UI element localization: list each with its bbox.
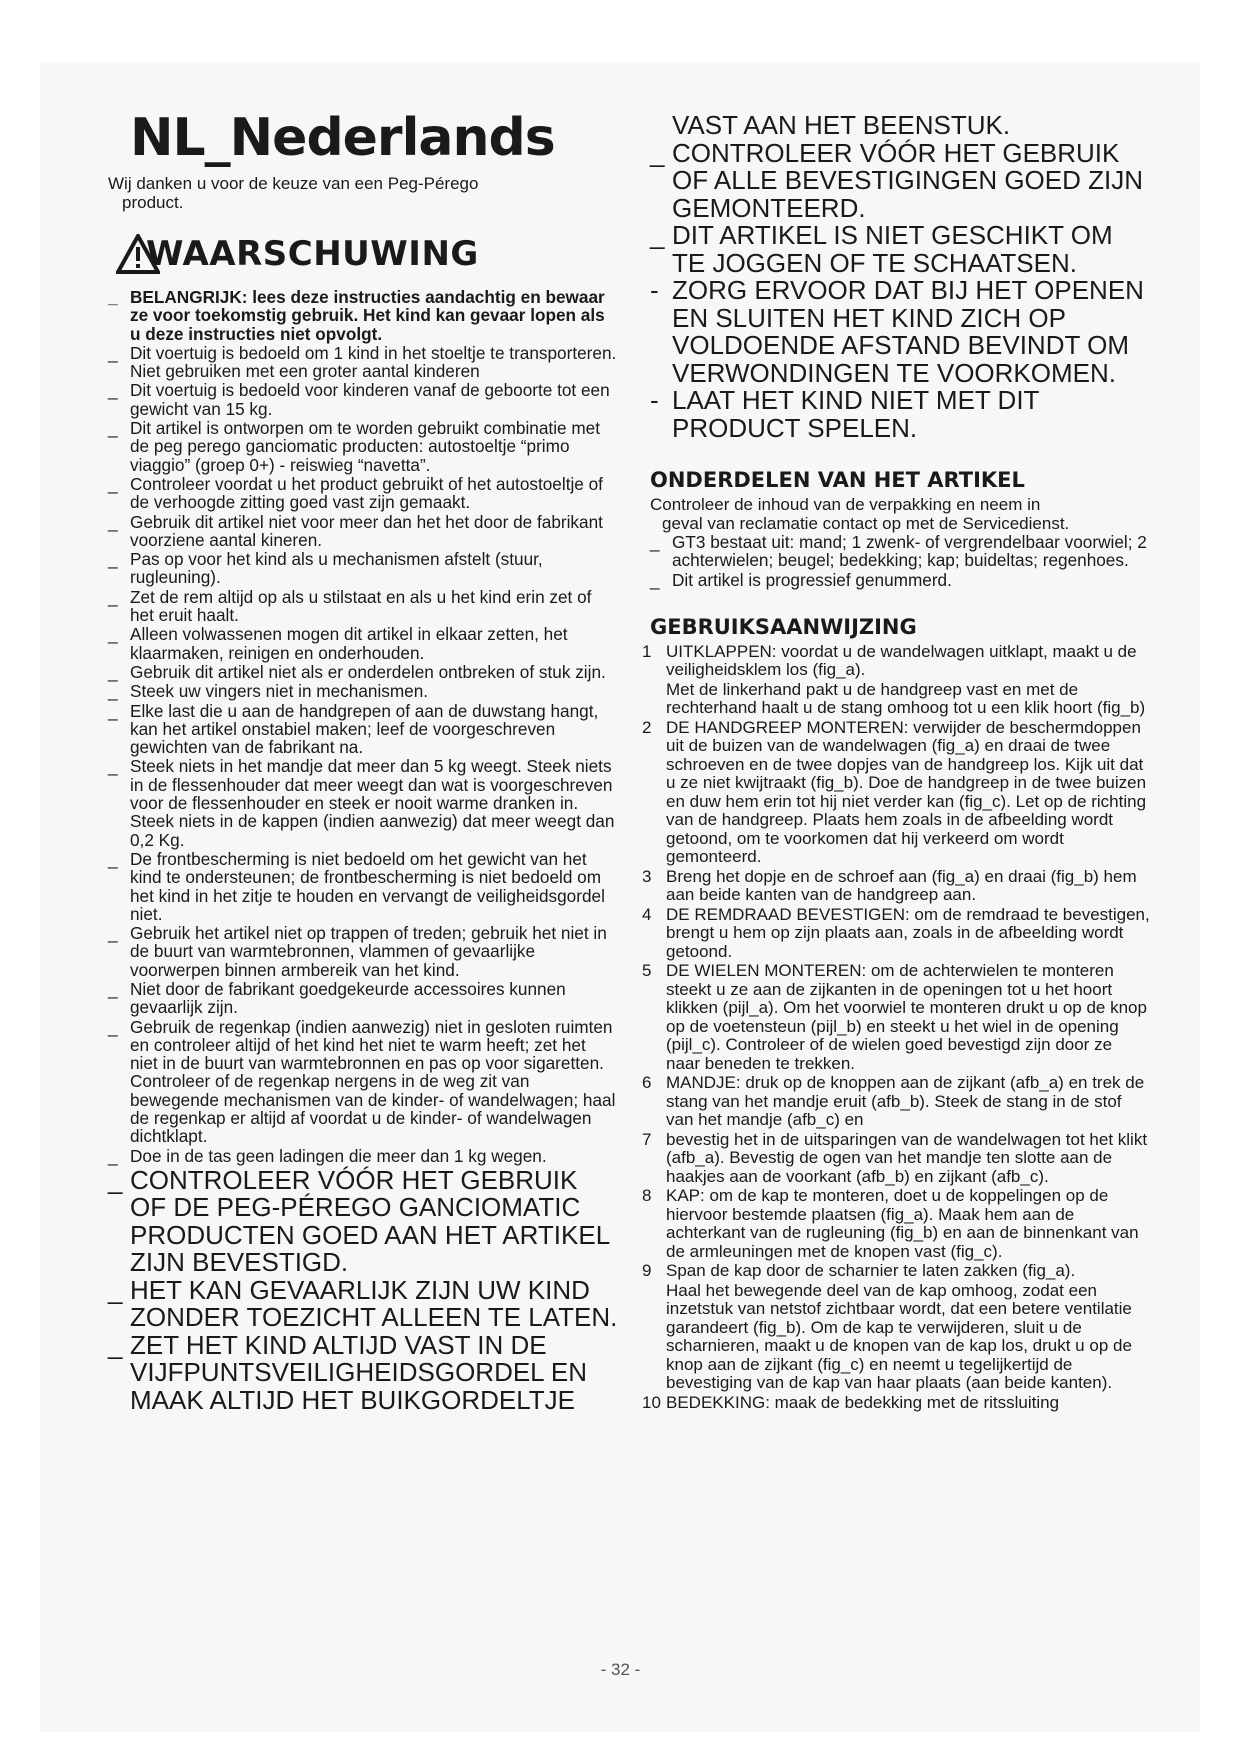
- list-item: _ Controleer voordat u het product gebruikt of het autostoeltje of de verhoogde zitting goed vast zijn gemaakt.: [108, 475, 618, 512]
- list-item: _ Dit voertuig is bedoeld voor kinderen vanaf de geboorte tot een gewicht van 15 kg.: [108, 381, 618, 418]
- step-text: bevestig het in de uitsparingen van de wandelwagen tot het klikt (afb_a). Bevestig de ogen van het mandje ten slotte aan de haakjes aan de voorkant (afb_b) en zijkant (afb_c).: [666, 1129, 1148, 1186]
- list-item: _ De frontbescherming is niet bedoeld om het gewicht van het kind te ondersteunen; de frontbescherming is niet bedoeld om het kind in het zitje te houden en vervangt de veiligheidsgordel niet.: [108, 850, 618, 923]
- warning-triangle-icon: [116, 234, 160, 274]
- step-text: UITKLAPPEN: voordat u de wandelwagen uitklapt, maakt u de veiligheidsklem los (fig_a).: [666, 641, 1137, 680]
- intro-text: [108, 174, 618, 212]
- warning-title: WAARSCHUWING: [146, 234, 479, 274]
- list-item: _ BELANGRIJK: lees deze instructies aandachtig en bewaar ze voor toekomstig gebruik. Het kind kan gevaar lopen als u deze instructies niet opvolgt.: [108, 288, 618, 343]
- step-item: [642, 1261, 1150, 1281]
- list-item: _ Niet door de fabrikant goedgekeurde accessoires kunnen gevaarlijk zijn.: [108, 980, 618, 1017]
- list-item: _ Steek uw vingers niet in mechanismen.: [108, 682, 618, 700]
- intro-line: product.: [122, 193, 184, 212]
- step-number: 4: [642, 904, 652, 924]
- right-column: [642, 110, 1150, 1413]
- caps-item: _ ZET HET KIND ALTIJD VAST IN DE VIJFPUNTSVEILIGHEIDSGORDEL EN MAAK ALTIJD HET BUIKGORDELTJE: [108, 1332, 618, 1415]
- list-item: _ Gebruik het artikel niet op trappen of treden; gebruik het niet in de buurt van warmtebronnen, vlammen of gevaarlijke voorwerpen binnen armbereik van het kind.: [108, 924, 618, 979]
- left-column: [108, 108, 618, 1414]
- step-item: [642, 904, 1150, 962]
- parts-intro: [650, 496, 1150, 533]
- warning-heading: [116, 234, 618, 274]
- step-text: DE REMDRAAD BEVESTIGEN: om de remdraad te bevestigen, brengt u hem op zijn plaats aan, zoals in de afbeelding wordt getoond.: [666, 904, 1150, 961]
- step-item: [642, 1392, 1150, 1413]
- list-item: _ Gebruik de regenkap (indien aanwezig) niet in gesloten ruimten en controleer altijd of het kind het niet te warm heeft; zet het niet in de buurt van warmtebronnen en pas op voor sigaretten. Controleer of de regenkap nergens in de weg zit van bewegende mechanismen van de kinder- of wandelwagen; haal de regenkap er altijd af voordat u de kinder- of wandelwagen dichtklapt.: [108, 1018, 618, 1146]
- list-item: _ Alleen volwassenen mogen dit artikel in elkaar zetten, het klaarmaken, reinigen en onderhouden.: [108, 625, 618, 662]
- caps-warning-list: [108, 1164, 618, 1415]
- page-title: NL_Nederlands: [130, 108, 555, 168]
- step-text: Met de linkerhand pakt u de handgreep vast en met de rechterhand haalt u de stang omhoog tot u een klik hoort (fig_b): [666, 679, 1146, 718]
- step-item: [642, 866, 1150, 905]
- parts-title: ONDERDELEN VAN HET ARTIKEL: [650, 468, 1025, 492]
- list-item: _ Gebruik dit artikel niet voor meer dan het het door de fabrikant voorziene aantal kineren.: [108, 513, 618, 550]
- caps-item: _ DIT ARTIKEL IS NIET GESCHIKT OM TE JOGGEN OF TE SCHAATSEN.: [650, 222, 1150, 277]
- warning-list: [108, 288, 618, 1165]
- step-item: [642, 717, 1150, 867]
- list-item: _ Dit artikel is ontworpen om te worden gebruikt combinatie met de peg perego ganciomatic producten: autostoeltje “primo viaggio” (groep 0+) - reiswieg “navetta”.: [108, 419, 618, 474]
- caps-item: _ HET KAN GEVAARLIJK ZIJN UW KIND ZONDER TOEZICHT ALLEEN TE LATEN.: [108, 1277, 618, 1332]
- list-item: _ Dit artikel is progressief genummerd.: [650, 571, 1150, 589]
- intro-line: Wij danken u voor de keuze van een Peg-Pérego: [108, 174, 479, 193]
- step-text: Span de kap door de scharnier te laten zakken (fig_a).: [666, 1261, 1076, 1281]
- step-number: 6: [642, 1073, 652, 1093]
- caps-continued: VAST AAN HET BEENSTUK.: [672, 110, 1011, 140]
- step-text: KAP: om de kap te monteren, doet u de koppelingen op de hiervoor bestemde plaatsen (fig_a). Maak hem aan de achterkant van de rugleuning (fig_b) en aan de binnenkant van de armleuningen met de knopen vast (fig_c).: [666, 1186, 1139, 1261]
- step-item: [642, 961, 1150, 1073]
- caps-item: _ CONTROLEER VÓÓR HET GEBRUIK OF DE PEG-PÉREGO GANCIOMATIC PRODUCTEN GOED AAN HET ARTIKEL ZIJN BEVESTIGD.: [108, 1167, 618, 1277]
- caps-item: _ CONTROLEER VÓÓR HET GEBRUIK OF ALLE BEVESTIGINGEN GOED ZIJN GEMONTEERD.: [650, 140, 1150, 223]
- step-text: Breng het dopje en de schroef aan (fig_a) en draai (fig_b) hem aan beide kanten van de handgreep aan.: [666, 866, 1137, 905]
- parts-list: [650, 533, 1150, 589]
- step-item: [650, 1282, 1150, 1393]
- step-item: [642, 1186, 1150, 1261]
- step-number: 10: [642, 1392, 661, 1412]
- list-item: _ Zet de rem altijd op als u stilstaat en als u het kind erin zet of het eruit haalt.: [108, 588, 618, 625]
- step-number: 7: [642, 1129, 652, 1149]
- step-number: 8: [642, 1186, 652, 1206]
- parts-intro-line: Controleer de inhoud van de verpakking en neem in: [650, 495, 1041, 514]
- usage-title: GEBRUIKSAANWIJZING: [650, 614, 917, 639]
- caps-warning-list-right: [650, 137, 1150, 443]
- step-item: [642, 1129, 1150, 1187]
- step-text: DE WIELEN MONTEREN: om de achterwielen te monteren steekt u ze aan de zijkanten in de openingen tot u het hoort klikken (pijl_a). Om het voorwiel te monteren drukt u op de knop op de voetensteun (pijl_b) en steekt u het wiel in de opening (pijl_c). Controleer of de wielen goed bevestigd zijn door ze naar beneden te trekken.: [666, 961, 1147, 1073]
- step-text: DE HANDGREEP MONTEREN: verwijder de beschermdoppen uit de buizen van de wandelwagen (fig_a) en draai de twee schroeven en de twee dopjes van de handgreep los. Kijk uit dat u ze niet kwijtraakt (fig_b). Doe de handgreep in de twee buizen en duw hem erin tot hij niet verder kan (fig_c). Let op de richting van de handgreep. Plaats hem zoals in de afbeelding wordt getoond, om te voorkomen dat hij verkeerd om wordt gemonteerd.: [666, 717, 1147, 867]
- page-number: - 32 -: [600, 1660, 641, 1679]
- list-item: _ GT3 bestaat uit: mand; 1 zwenk- of vergrendelbaar voorwiel; 2 achterwielen; beugel; bedekking; kap; buideltas; regenhoes.: [650, 533, 1150, 570]
- caps-item: - ZORG ERVOOR DAT BIJ HET OPENEN EN SLUITEN HET KIND ZICH OP VOLDOENDE AFSTAND BEVINDT OM VERWONDINGEN TE VOORKOMEN.: [650, 277, 1150, 387]
- list-item: _ Steek niets in het mandje dat meer dan 5 kg weegt. Steek niets in de flessenhouder dat meer weegt dan wat is voorgeschreven voor de flessenhouder en steek er nooit warme dranken in. Steek niets in de kappen (indien aanwezig) dat meer weegt dan 0,2 Kg.: [108, 757, 618, 848]
- usage-steps: [642, 641, 1150, 1413]
- step-item: [642, 641, 1150, 680]
- step-item: [642, 1073, 1150, 1130]
- caps-item: - LAAT HET KIND NIET MET DIT PRODUCT SPELEN.: [650, 387, 1150, 442]
- list-item: _ Dit voertuig is bedoeld om 1 kind in het stoeltje te transporteren. Niet gebruiken met een groter aantal kinderen: [108, 344, 618, 381]
- step-number: 5: [642, 961, 652, 981]
- list-item: _ Gebruik dit artikel niet als er onderdelen ontbreken of stuk zijn.: [108, 663, 618, 681]
- list-item: _ Doe in de tas geen ladingen die meer dan 1 kg wegen.: [108, 1147, 618, 1165]
- step-item: [650, 681, 1150, 718]
- step-text: MANDJE: druk op de knoppen aan de zijkant (afb_a) en trek de stang van het mandje eruit (afb_b). Steek de stang in de stof van het mandje (afb_c) en: [666, 1073, 1145, 1130]
- step-text: BEDEKKING: maak de bedekking met de ritssluiting: [666, 1392, 1060, 1412]
- step-number: 2: [642, 717, 652, 737]
- parts-intro-line: geval van reclamatie contact op met de Servicedienst.: [662, 513, 1070, 533]
- step-number: 3: [642, 866, 652, 886]
- list-item: _ Elke last die u aan de handgrepen of aan de duwstang hangt, kan het artikel onstabiel maken; leef de voorgeschreven gewichten van de fabrikant na.: [108, 702, 618, 757]
- step-number: 1: [642, 641, 652, 661]
- step-number: 9: [642, 1261, 652, 1281]
- step-text: Haal het bewegende deel van de kap omhoog, zodat een inzetstuk van netstof zichtbaar wordt, dat een betere ventilatie garandeert (fig_b). Om de kap te verwijderen, sluit u de scharnieren, maakt u de knopen van de kap los, drukt u op de knop aan de zijkant (fig_c) en neemt u tegelijkertijd de bevestiging van de kap van haar plaats (aan beide kanten).: [666, 1280, 1132, 1393]
- list-item: _ Pas op voor het kind als u mechanismen afstelt (stuur, rugleuning).: [108, 550, 618, 587]
